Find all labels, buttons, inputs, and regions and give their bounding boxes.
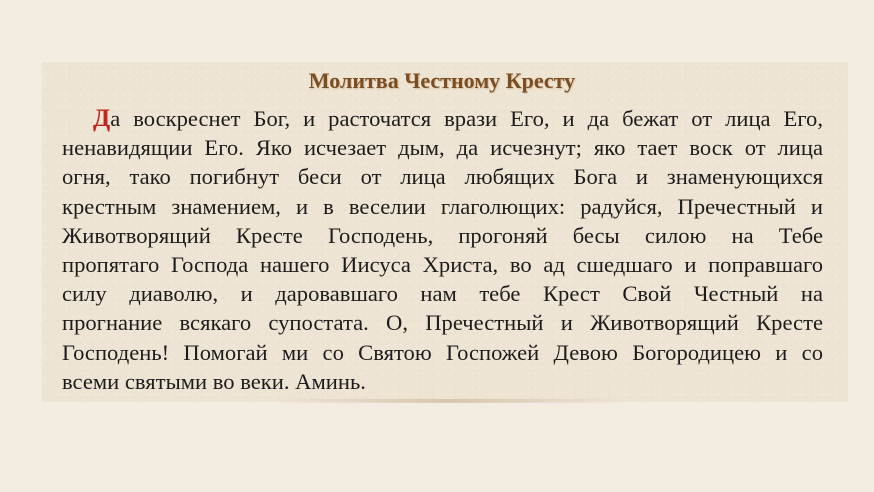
prayer-line-5: Животворящий Кресте Господень, прогоняй бесы силою на Тебе	[62, 222, 823, 248]
prayer-line-3: огня, тако погибнут беси от лица любящих Бога и знаменующихся	[62, 164, 823, 190]
prayer-line-8: прогнание всякаго супостата. О, Пречестный и Животворящий Кресте	[62, 310, 823, 336]
card-bottom-shadow	[270, 399, 630, 403]
prayer-line-7: силу диаволю, и даровавшаго нам тебе Крест Свой Честный на	[62, 281, 823, 307]
prayer-line-2: ненавидящии Его. Яко исчезает дым, да исчезнут; яко тает воск от лица	[62, 135, 823, 161]
prayer-line-10: всеми святыми во веки. Аминь.	[62, 368, 366, 394]
prayer-line-1-text: а воскреснет Бог, и расточатся врази Его, и да бежат от лица Его,	[110, 106, 823, 131]
prayer-line-9: Господень! Помогай ми со Святою Госпожей Девою Богородицею и со	[62, 339, 823, 365]
initial-letter: Д	[93, 105, 111, 132]
prayer-title: Молитва Честному Кресту	[308, 68, 576, 93]
prayer-line-1	[62, 104, 823, 133]
prayer-text	[62, 104, 823, 396]
prayer-line-4: крестным знамением, и в веселии глаголющих: радуйся, Пречестный и	[62, 193, 823, 219]
prayer-line-6: пропятаго Господа нашего Иисуса Христа, во ад сшедшаго и поправшаго	[62, 252, 823, 278]
